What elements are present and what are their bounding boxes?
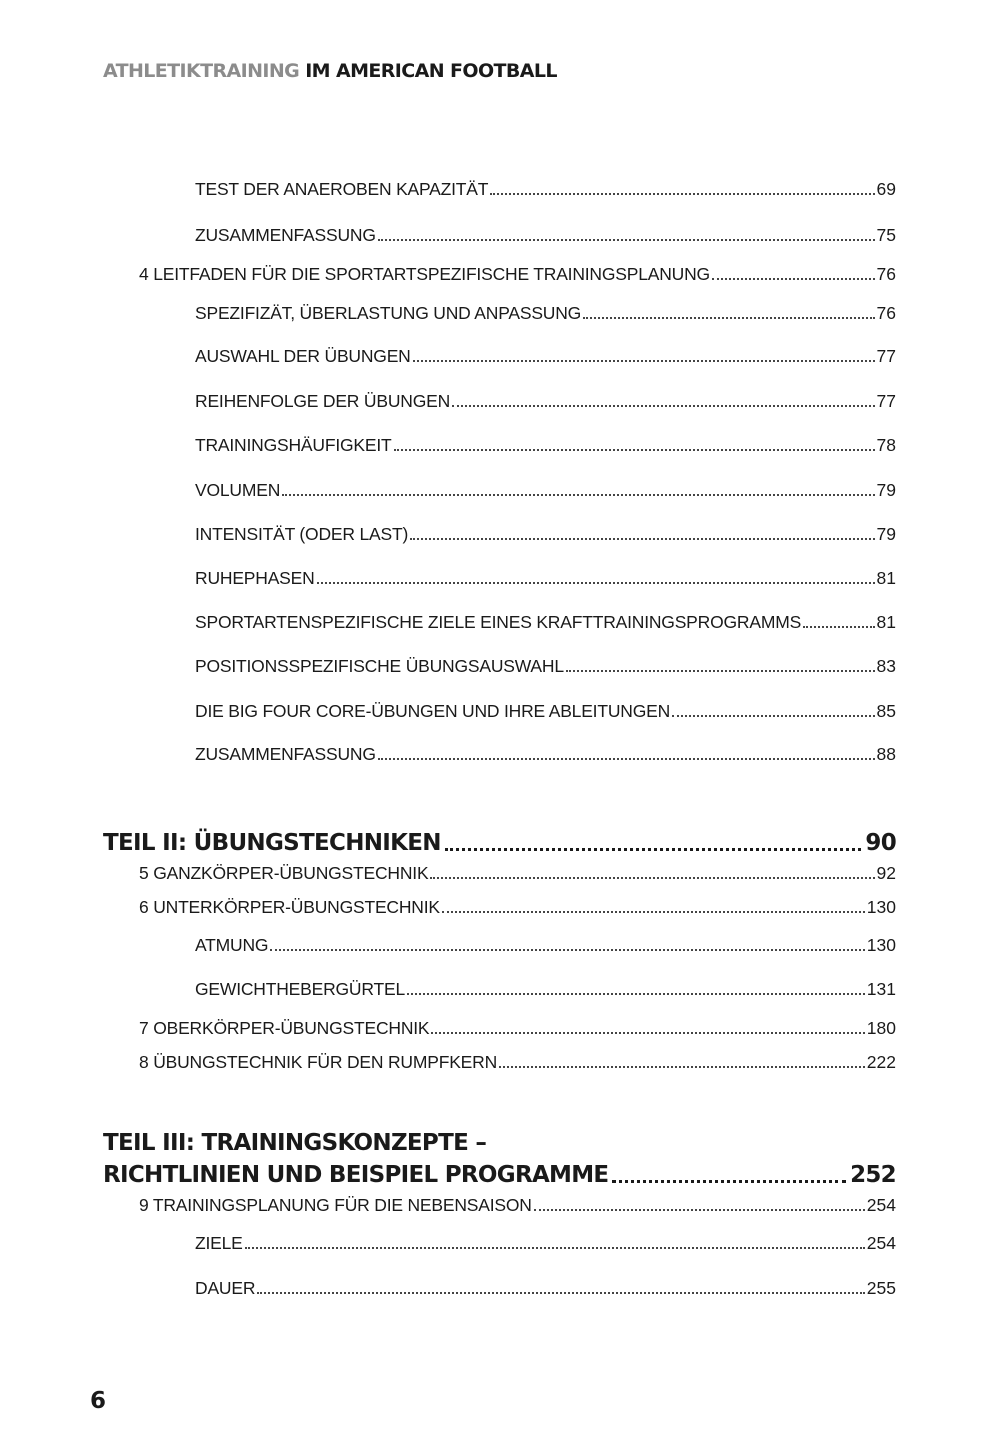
toc-entry-page: 180 (866, 1018, 896, 1038)
toc-entry-title: ATMUNG (195, 935, 269, 955)
toc-chapter-entry[interactable] (139, 262, 896, 286)
toc-entry-title: SPEZIFIZÄT, ÜBERLASTUNG UND ANPASSUNG (195, 303, 582, 323)
toc-leader (257, 1291, 865, 1294)
toc-leader (583, 316, 874, 319)
toc-entry-title: 6 UNTERKÖRPER-ÜBUNGSTECHNIK (139, 897, 440, 917)
toc-entry-page: 85 (876, 701, 896, 721)
toc-leader (712, 277, 875, 280)
toc-leader (534, 1208, 865, 1211)
toc-leader (407, 992, 865, 995)
toc-entry-page: 254 (866, 1233, 896, 1253)
toc-leader (282, 493, 874, 496)
toc-entry-page: 75 (876, 225, 896, 245)
toc-entry-page: 79 (876, 524, 896, 544)
toc-entry-page: 76 (876, 264, 896, 284)
toc-entry-title: TRAININGSHÄUFIGKEIT (195, 435, 392, 455)
toc-entry[interactable] (195, 1276, 896, 1300)
toc-leader (566, 669, 875, 672)
toc-leader (378, 238, 875, 241)
running-head (103, 60, 557, 82)
toc-leader (430, 876, 874, 879)
toc-entry[interactable] (195, 699, 896, 723)
toc-entry-title: REIHENFOLGE DER ÜBUNGEN (195, 391, 451, 411)
toc-entry-page: 83 (876, 656, 896, 676)
toc-leader (317, 581, 875, 584)
toc-entry[interactable] (195, 1231, 896, 1255)
part-page: 90 (865, 830, 896, 856)
toc-leader (431, 1031, 864, 1034)
toc-entry[interactable] (195, 223, 896, 247)
toc-entry[interactable] (195, 478, 896, 502)
running-head-book-part: ATHLETIKTRAINING (103, 60, 300, 82)
toc-entry-title: ZUSAMMENFASSUNG (195, 225, 376, 245)
toc-entry[interactable] (195, 522, 896, 546)
toc-entry-page: 130 (866, 897, 896, 917)
toc-leader (612, 1180, 846, 1183)
toc-leader (270, 948, 864, 951)
toc-entry-page: 92 (876, 863, 896, 883)
toc-entry-title: 4 LEITFADEN FÜR DIE SPORTARTSPEZIFISCHE TRAININGSPLANUNG (139, 264, 710, 284)
toc-entry-page: 131 (866, 979, 896, 999)
toc-part-heading[interactable] (103, 827, 896, 859)
toc-entry-title: VOLUMEN (195, 480, 281, 500)
toc-leader (410, 537, 874, 540)
toc-entry[interactable] (195, 344, 896, 368)
toc-entry-page: 76 (876, 303, 896, 323)
toc-chapter-entry[interactable] (139, 1050, 896, 1074)
toc-entry-page: 222 (866, 1052, 896, 1072)
toc-entry-title: SPORTARTENSPEZIFISCHE ZIELE EINES KRAFTTRAININGSPROGRAMMS (195, 612, 802, 632)
toc-entry-title: GEWICHTHEBERGÜRTEL (195, 979, 405, 999)
toc-entry[interactable] (195, 654, 896, 678)
part-title-line2: RICHTLINIEN UND BEISPIEL PROGRAMME (103, 1162, 609, 1188)
toc-entry-title: 9 TRAININGSPLANUNG FÜR DIE NEBENSAISON (139, 1195, 532, 1215)
toc-entry[interactable] (195, 742, 896, 766)
toc-entry-page: 77 (876, 391, 896, 411)
running-head-subject: IM AMERICAN FOOTBALL (305, 60, 557, 82)
toc-entry[interactable] (195, 301, 896, 325)
toc-entry-page: 81 (876, 568, 896, 588)
part-page: 252 (850, 1162, 896, 1188)
toc-leader (378, 757, 875, 760)
toc-entry[interactable] (195, 610, 896, 634)
toc-leader (442, 910, 865, 913)
part-title-line1: TEIL III: TRAININGSKONZEPTE – (103, 1130, 487, 1156)
toc-leader (672, 714, 875, 717)
toc-entry-page: 130 (866, 935, 896, 955)
toc-entry-page: 79 (876, 480, 896, 500)
toc-entry-title: 5 GANZKÖRPER-ÜBUNGSTECHNIK (139, 863, 429, 883)
toc-entry-title: POSITIONSSPEZIFISCHE ÜBUNGSAUSWAHL (195, 656, 564, 676)
toc-entry[interactable] (195, 566, 896, 590)
toc-leader (445, 848, 862, 851)
toc-entry-title: DAUER (195, 1278, 256, 1298)
toc-leader (245, 1246, 865, 1249)
toc-entry-page: 81 (876, 612, 896, 632)
toc-entry-title: TEST DER ANAEROBEN KAPAZITÄT (195, 179, 489, 199)
toc-entry-page: 69 (876, 179, 896, 199)
part-title: TEIL II: ÜBUNGSTECHNIKEN (103, 830, 441, 856)
toc-chapter-entry[interactable] (139, 1016, 896, 1040)
toc-entry[interactable] (195, 977, 896, 1001)
toc-leader (394, 448, 875, 451)
toc-entry-page: 254 (866, 1195, 896, 1215)
toc-leader (452, 404, 875, 407)
toc-entry-title: ZUSAMMENFASSUNG (195, 744, 376, 764)
toc-entry-title: INTENSITÄT (ODER LAST) (195, 524, 409, 544)
toc-entry-title: 7 OBERKÖRPER-ÜBUNGSTECHNIK (139, 1018, 430, 1038)
toc-entry-title: DIE BIG FOUR CORE-ÜBUNGEN UND IHRE ABLEITUNGEN (195, 701, 671, 721)
toc-entry-title: AUSWAHL DER ÜBUNGEN (195, 346, 411, 366)
toc-chapter-entry[interactable] (139, 1193, 896, 1217)
toc-entry-title: RUHEPHASEN (195, 568, 315, 588)
toc-entry-page: 77 (876, 346, 896, 366)
toc-entry-page: 88 (876, 744, 896, 764)
toc-entry-title: 8 ÜBUNGSTECHNIK FÜR DEN RUMPFKERN (139, 1052, 498, 1072)
toc-leader (490, 192, 874, 195)
toc-entry[interactable] (195, 389, 896, 413)
toc-leader (499, 1065, 865, 1068)
toc-chapter-entry[interactable] (139, 895, 896, 919)
toc-entry[interactable] (195, 433, 896, 457)
toc-leader (413, 359, 875, 362)
toc-entry[interactable] (195, 933, 896, 957)
toc-entry-page: 78 (876, 435, 896, 455)
toc-part-heading[interactable] (103, 1127, 896, 1191)
toc-entry-page: 255 (866, 1278, 896, 1298)
page-number: 6 (90, 1388, 107, 1414)
toc-entry-title: ZIELE (195, 1233, 243, 1253)
toc-leader (803, 625, 874, 628)
toc-entry[interactable] (195, 177, 896, 201)
toc-chapter-entry[interactable] (139, 861, 896, 885)
